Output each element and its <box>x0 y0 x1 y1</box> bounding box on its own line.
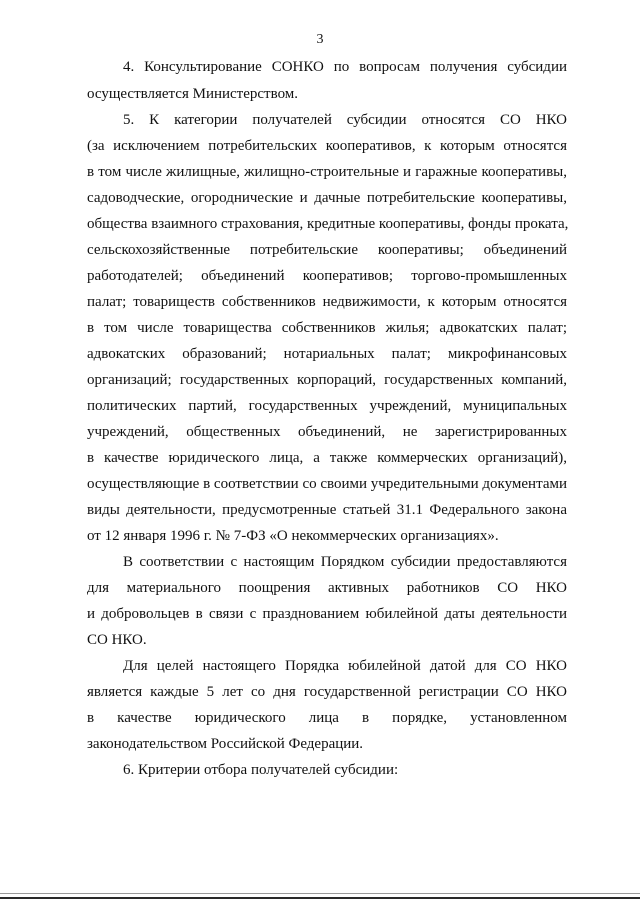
paragraph-5-line: сельскохозяйственные потребительские кооперативы; объединений <box>87 242 567 258</box>
paragraph-5-line: осуществляющие в соответствии со своими учредительными документами <box>87 476 567 492</box>
paragraph-6-line: 6. Критерии отбора получателей субсидии: <box>123 762 399 778</box>
purpose-paragraph-line: и добровольцев в связи с празднованием юбилейной даты деятельности <box>87 606 567 622</box>
paragraph-5-line: общества взаимного страхования, кредитные кооперативы, фонды проката, <box>87 216 569 232</box>
anniversary-paragraph-line: в качестве юридического лица в порядке, установленном <box>87 710 567 726</box>
paragraph-5-line: политических партий, государственных учреждений, муниципальных <box>87 398 567 414</box>
paragraph-5-line: садоводческие, огороднические и дачные потребительские кооперативы, <box>87 190 567 206</box>
paragraph-5-line: от 12 января 1996 г. № 7-ФЗ «О некоммерческих организациях». <box>87 528 499 544</box>
paragraph-5-line: палат; товариществ собственников недвижимости, к которым относятся <box>87 294 567 310</box>
paragraph-4-line: 4. Консультирование СОНКО по вопросам получения субсидии <box>123 59 567 75</box>
paragraph-5-line: в том числе жилищные, жилищно-строительные и гаражные кооперативы, <box>87 164 567 180</box>
paragraph-5-line: работодателей; объединений кооперативов; торгово-промышленных <box>87 268 567 284</box>
paragraph-5-line: виды деятельности, предусмотренные статьей 31.1 Федерального закона <box>87 502 567 518</box>
page-number: 3 <box>316 32 324 47</box>
purpose-paragraph-line: СО НКО. <box>87 632 147 648</box>
purpose-paragraph-line: В соответствии с настоящим Порядком субсидии предоставляются <box>123 554 567 570</box>
paragraph-5-line: организаций; государственных корпораций, государственных компаний, <box>87 372 567 388</box>
paragraph-5-line: 5. К категории получателей субсидии относятся СО НКО <box>123 112 567 128</box>
paragraph-5-line: (за исключением потребительских кооперативов, к которым относятся <box>87 138 567 154</box>
anniversary-paragraph-line: законодательством Российской Федерации. <box>87 736 364 752</box>
paragraph-5-line: в том числе товарищества собственников жилья; адвокатских палат; <box>87 320 567 336</box>
paragraph-4-line: осуществляется Министерством. <box>87 86 299 102</box>
purpose-paragraph-line: для материального поощрения активных работников СО НКО <box>87 580 567 596</box>
scan-edge-line <box>0 893 640 894</box>
paragraph-5-line: адвокатских образований; нотариальных палат; микрофинансовых <box>87 346 567 362</box>
paragraph-5-line: в качестве юридического лица, а также коммерческих организаций), <box>87 450 567 466</box>
scan-edge-line <box>0 897 640 899</box>
anniversary-paragraph-line: Для целей настоящего Порядка юбилейной датой для СО НКО <box>123 658 567 674</box>
anniversary-paragraph-line: является каждые 5 лет со дня государственной регистрации СО НКО <box>87 684 567 700</box>
paragraph-5-line: учреждений, общественных объединений, не зарегистрированных <box>87 424 567 440</box>
